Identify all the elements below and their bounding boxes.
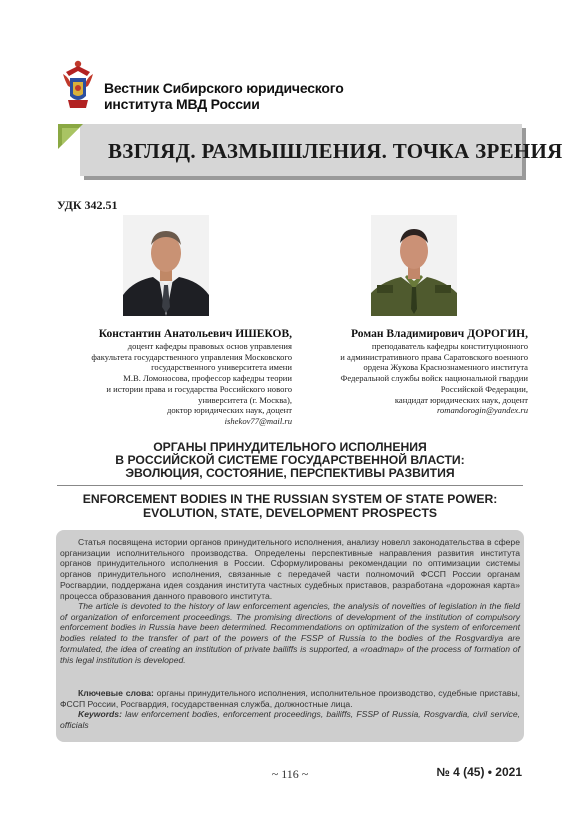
author-2-affiliation-line: ордена Жукова Краснознаменного института [363, 362, 528, 373]
author-1-email[interactable]: ishekov77@mail.ru [224, 415, 292, 426]
issue-number: № 4 (45) • 2021 [436, 765, 522, 779]
author-1-affiliation-line: М.В. Ломоносова, профессор кафедры теории [123, 373, 292, 384]
section-title: ВЗГЛЯД. РАЗМЫШЛЕНИЯ. ТОЧКА ЗРЕНИЯ [108, 139, 563, 163]
author-1-affiliation-line: и истории права и государства Российского нового [106, 383, 292, 394]
abstract-ru: Статья посвящена истории органов принудительного исполнения, анализу новелл законодательства в сфере организации исполнительного производства. Определены перспективные направления развития института органов принудительного исполнения в России. Сформулированы рекомендации по оптимизации системы органов принудительного исполнения, связанные с передачей части полномочий ФССП России органам Росгвардии, поддержана идея создания института частных судебных приставов, разработана «дорожная карта» процесса образования данного правового института. [60, 537, 520, 601]
author-1-photo [123, 215, 209, 316]
keywords-en-label: Keywords: [78, 709, 122, 719]
keywords-en [60, 709, 520, 730]
author-1-affiliation-line: факультета государственного управления Московского [91, 351, 292, 362]
article-title-ru [40, 441, 540, 480]
author-2-photo [371, 215, 457, 316]
journal-title-line-2: института МВД России [104, 96, 260, 112]
keywords-ru [60, 688, 520, 709]
author-2-affiliation-line: Российской Федерации, [440, 383, 528, 394]
page-number: ~ 116 ~ [271, 767, 309, 781]
article-title-en-line: EVOLUTION, STATE, DEVELOPMENT PROSPECTS [142, 505, 438, 520]
journal-title-line-1: Вестник Сибирского юридического [104, 80, 344, 96]
author-1-affiliation-line: доцент кафедры правовых основ управления [127, 341, 292, 351]
author-1-block [44, 327, 292, 427]
keywords-ru-label: Ключевые слова: [78, 688, 154, 698]
author-2-affiliation-line: преподаватель кафедры конституционного [371, 341, 528, 351]
banner-corner-accent [58, 124, 83, 149]
author-1-name: Константин Анатольевич ИШЕКОВ, [98, 328, 292, 340]
author-2-block [300, 327, 528, 416]
journal-title [104, 80, 344, 112]
author-1-affiliation-line: университета (г. Москва), [198, 394, 292, 405]
author-2-name: Роман Владимирович ДОРОГИН, [351, 328, 528, 340]
author-2-affiliation-line: Федеральной службы войск национальной гвардии [340, 373, 528, 384]
author-2-email[interactable]: romandorogin@yandex.ru [436, 405, 528, 416]
article-title-ru-line: В РОССИЙСКОЙ СИСТЕМЕ ГОСУДАРСТВЕННОЙ ВЛАСТИ: [115, 453, 465, 467]
keywords-ru-text: органы принудительного исполнения, исполнительное производство, судебные приставы, ФССП России, Росгвардия, государственная служба, должностные лица. [60, 688, 521, 709]
author-2-affiliation-line: кандидат юридических наук, доцент [394, 394, 528, 405]
abstract-en: The article is devoted to the history of law enforcement agencies, the analysis of novelties of legislation in the field of organization of enforcement proceedings. The promising directions of development of the institution of compulsory enforcement bodies in Russia have been determined. Recommendations on optimization of the system of enforcement bodies related to the transfer of part of the powers of the FSSP of Russia to the bodies of the Rosgvardiya are formulated, the idea of creating an institution of private bailiffs is supported, a «roadmap» of the process of formation of this legal institution is developed. [60, 601, 520, 665]
author-2-affiliation-line: и административного права Саратовского военного [340, 351, 528, 362]
article-title-en [40, 493, 540, 520]
udk-code: УДК 342.51 [57, 198, 118, 212]
mvd-emblem-icon [60, 56, 96, 112]
article-title-en-line: ENFORCEMENT BODIES IN THE RUSSIAN SYSTEM OF STATE POWER: [82, 492, 498, 506]
article-title-ru-line: ОРГАНЫ ПРИНУДИТЕЛЬНОГО ИСПОЛНЕНИЯ [153, 440, 427, 454]
article-title-ru-line: ЭВОЛЮЦИЯ, СОСТОЯНИЕ, ПЕРСПЕКТИВЫ РАЗВИТИЯ [125, 466, 455, 480]
keywords-en-text: law enforcement bodies, enforcement proceedings, bailiffs, FSSP of Russia, Rosgvardia, civil service, officials [60, 709, 520, 730]
author-1-affiliation-line: государственного университета имени [151, 362, 292, 373]
author-1-affiliation-line: доктор юридических наук, доцент [167, 405, 292, 416]
title-divider [57, 485, 523, 486]
